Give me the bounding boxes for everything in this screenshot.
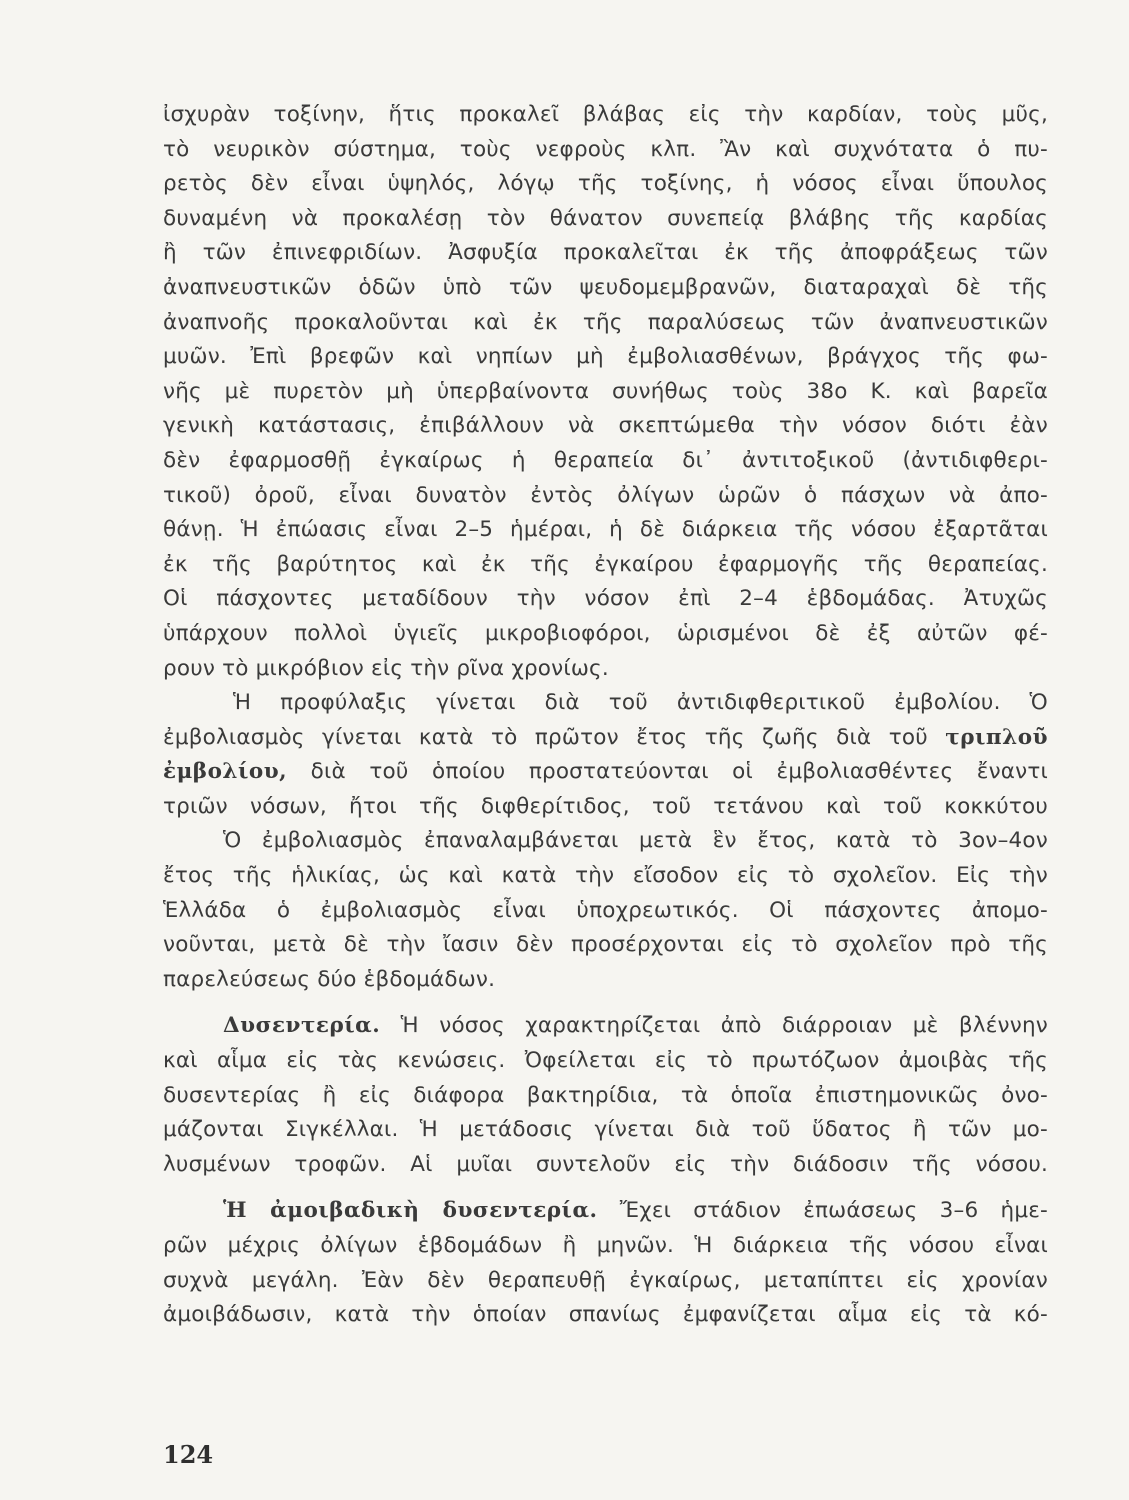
text-line: ἀναπνευστικῶν ὁδῶν ὑπὸ τῶν ψευδομεμβρανῶν, διαταραχαὶ δὲ τῆς: [163, 274, 1048, 300]
text-line: Ἡ προφύλαξις γίνεται διὰ τοῦ ἀντιδιφθεριτικοῦ ἐμβολίου. Ὁ: [233, 690, 1048, 716]
bold-term: ἐμβολίου,: [163, 759, 288, 785]
text-fragment: ἐμβολιασμὸς γίνεται κατὰ τὸ πρῶτον ἔτος τῆς ζωῆς διὰ τοῦ: [163, 724, 928, 750]
text-line: καὶ αἷμα εἰς τὰς κενώσεις. Ὀφείλεται εἰς τὸ πρωτόζωον ἀμοιβὰς τῆς: [163, 1048, 1048, 1074]
text-fragment: διὰ τοῦ ὁποίου προστατεύονται οἱ ἐμβολιασθέντες ἔναντι: [310, 759, 1048, 785]
text-line: δὲν ἐφαρμοσθῇ ἐγκαίρως ἡ θεραπεία δι᾽ ἀντιτοξικοῦ (ἀντιδιφθερι-: [163, 447, 1048, 473]
text-line: [163, 1009, 1048, 1044]
text-line: ἔτος τῆς ἡλικίας, ὡς καὶ κατὰ τὴν εἴσοδον εἰς τὸ σχολεῖον. Εἰς τὴν: [163, 863, 1048, 889]
text-line: ἢ τῶν ἐπινεφριδίων. Ἀσφυξία προκαλεῖται ἐκ τῆς ἀποφράξεως τῶν: [163, 240, 1048, 266]
text-line: δυναμένη νὰ προκαλέσῃ τὸν θάνατον συνεπείᾳ βλάβης τῆς καρδίας: [163, 205, 1048, 231]
text-line: μάζονται Σιγκέλλαι. Ἡ μετάδοσις γίνεται διὰ τοῦ ὕδατος ἢ τῶν μο-: [163, 1117, 1048, 1143]
page-body: [163, 98, 1048, 1333]
text-line: [163, 755, 1048, 790]
text-line: ἐκ τῆς βαρύτητος καὶ ἐκ τῆς ἐγκαίρου ἐφαρμογῆς τῆς θεραπείας.: [163, 551, 1048, 577]
text-line: δυσεντερίας ἢ εἰς διάφορα βακτηρίδια, τὰ ὁποῖα ἐπιστημονικῶς ὀνο-: [163, 1082, 1048, 1108]
text-fragment: Ἡ νόσος χαρακτηρίζεται ἀπὸ διάρροιαν μὲ βλέννην: [400, 1013, 1049, 1039]
page-number: 124: [163, 1440, 214, 1469]
text-line: λυσμένων τροφῶν. Αἱ μυῖαι συντελοῦν εἰς τὴν διάδοσιν τῆς νόσου.: [163, 1151, 1048, 1177]
text-line: νῆς μὲ πυρετὸν μὴ ὑπερβαίνοντα συνήθως τοὺς 38ο Κ. καὶ βαρεῖα: [163, 378, 1048, 404]
text-line: θάνῃ. Ἡ ἐπώασις εἶναι 2–5 ἡμέραι, ἡ δὲ διάρκεια τῆς νόσου ἐξαρτᾶται: [163, 517, 1048, 543]
text-line: ἀμοιβάδωσιν, κατὰ τὴν ὁποίαν σπανίως ἐμφανίζεται αἷμα εἰς τὰ κό-: [163, 1302, 1048, 1328]
section-heading: Ἡ ἀμοιβαδικὴ δυσεντερία.: [223, 1198, 598, 1224]
text-line: [163, 721, 1048, 756]
text-line: μυῶν. Ἐπὶ βρεφῶν καὶ νηπίων μὴ ἐμβολιασθένων, βράγχος τῆς φω-: [163, 344, 1048, 370]
text-line: ρουν τὸ μικρόβιον εἰς τὴν ρῖνα χρονίως.: [163, 655, 609, 681]
text-line: ὑπάρχουν πολλοὶ ὑγιεῖς μικροβιοφόροι, ὡρισμένοι δὲ ἐξ αὐτῶν φέ-: [163, 620, 1048, 646]
text-line: ἀναπνοῆς προκαλοῦνται καὶ ἐκ τῆς παραλύσεως τῶν ἀναπνευστικῶν: [163, 309, 1048, 335]
text-line: Ἑλλάδα ὁ ἐμβολιασμὸς εἶναι ὑποχρεωτικός. Οἱ πάσχοντες ἀπομο-: [163, 897, 1048, 923]
section-heading: Δυσεντερία.: [223, 1013, 381, 1039]
text-line: τριῶν νόσων, ἤτοι τῆς διφθερίτιδος, τοῦ τετάνου καὶ τοῦ κοκκύτου: [163, 793, 1048, 819]
text-line: νοῦνται, μετὰ δὲ τὴν ἴασιν δὲν προσέρχονται εἰς τὸ σχολεῖον πρὸ τῆς: [163, 932, 1048, 958]
text-line: γενικὴ κατάστασις, ἐπιβάλλουν νὰ σκεπτώμεθα τὴν νόσον διότι ἐὰν: [163, 413, 1048, 439]
text-line: ἰσχυρὰν τοξίνην, ἥτις προκαλεῖ βλάβας εἰς τὴν καρδίαν, τοὺς μῦς,: [163, 102, 1048, 127]
text-line: [163, 1194, 1048, 1229]
text-line: ρῶν μέχρις ὀλίγων ἑβδομάδων ἢ μηνῶν. Ἡ διάρκεια τῆς νόσου εἶναι: [163, 1233, 1048, 1258]
text-line: τὸ νευρικὸν σύστημα, τοὺς νεφροὺς κλπ. Ἂν καὶ συχνότατα ὁ πυ-: [163, 136, 1048, 162]
text-line: ρετὸς δὲν εἶναι ὑψηλός, λόγῳ τῆς τοξίνης, ἡ νόσος εἶναι ὕπουλος: [163, 171, 1048, 197]
text-line: παρελεύσεως δύο ἑβδομάδων.: [163, 966, 496, 992]
text-line: Οἱ πάσχοντες μεταδίδουν τὴν νόσον ἐπὶ 2–4 ἑβδομάδας. Ἀτυχῶς: [163, 586, 1048, 612]
text-line: Ὁ ἐμβολιασμὸς ἐπαναλαμβάνεται μετὰ ἓν ἔτος, κατὰ τὸ 3ον–4ον: [223, 828, 1048, 854]
text-fragment: Ἔχει στάδιον ἐπωάσεως 3–6 ἡμε-: [619, 1198, 1048, 1224]
text-line: τικοῦ) ὀροῦ, εἶναι δυνατὸν ἐντὸς ὀλίγων ὡρῶν ὁ πάσχων νὰ ἀπο-: [163, 482, 1048, 508]
text-line: συχνὰ μεγάλη. Ἐὰν δὲν θεραπευθῇ ἐγκαίρως, μεταπίπτει εἰς χρονίαν: [163, 1267, 1048, 1293]
bold-term: τριπλοῦ: [945, 724, 1048, 750]
